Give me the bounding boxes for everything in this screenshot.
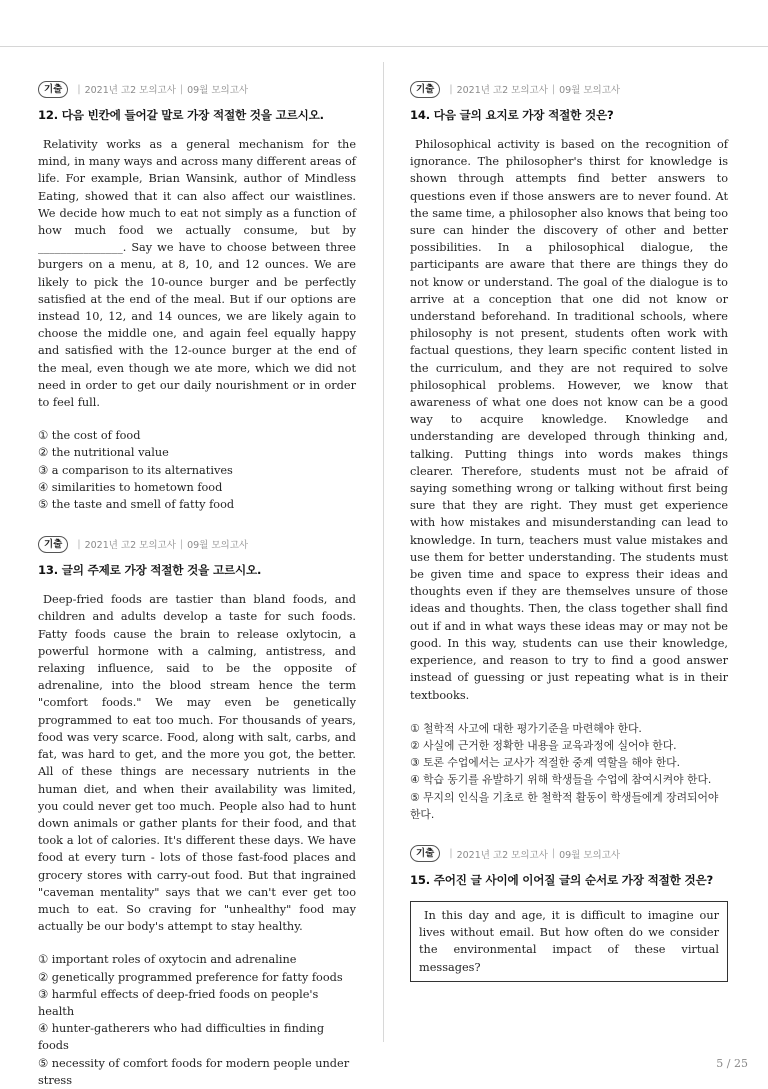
question-passage: Deep-fried foods are tastier than bland foods, and children and adults develop a taste for such foods. Fatty foods cause the brain to release oxlytocin, a powerful hormone with a calming, antistress, and relaxing influence, said to be the opposite of adrenaline, into the blood stream hence the term "comfort foods." We may even be genetically programmed to eat too much. For thousands of years, food was very scarce. Food, along with salt, carbs, and fat, was hard to get, and the more you got, the better. All of these things are necessary nutrients in the human diet, and when their availability was limited, you could never get too much. People also had to hunt down animals or gather plants for their food, and that took a lot of calories. It's different these days. We have food at every turn - lots of those fast-food places and grocery stores with carry-out food. But that ingrained "caveman mentality" says that we can't ever get too much to eat. So craving for "unhealthy" food may actually be our body's attempt to stay healthy. xyxy=(38,593,356,934)
question-source: 기출 | 2021년 고2 모의고사 | 09월 모의고사 xyxy=(410,845,728,863)
choice-2[interactable]: ② genetically programmed preference for fatty foods xyxy=(38,970,343,984)
choice-3[interactable]: ③ 토론 수업에서는 교사가 적절한 중계 역할을 해야 한다. xyxy=(410,756,681,770)
answer-choices xyxy=(38,427,356,513)
header-rule xyxy=(0,46,768,47)
choice-5[interactable]: ⑤ 무지의 인식을 기초로 한 철학적 활동이 학생들에게 장려되어야 한다. xyxy=(410,790,719,821)
question-13 xyxy=(38,535,356,1089)
question-source: 기출 | 2021년 고2 모의고사 | 09월 모의고사 xyxy=(38,535,356,553)
question-title: 14. 다음 글의 요지로 가장 적절한 것은? xyxy=(410,108,614,122)
question-passage: In this day and age, it is difficult to imagine our lives without email. But how often do we consider the environmental impact of these virtual messages? xyxy=(419,908,719,974)
question-15 xyxy=(410,845,728,982)
choice-2[interactable]: ② the nutritional value xyxy=(38,446,169,460)
right-column xyxy=(410,80,728,982)
given-passage-box xyxy=(410,901,728,982)
question-source: 기출 | 2021년 고2 모의고사 | 09월 모의고사 xyxy=(410,80,728,98)
source-month: 09월 모의고사 xyxy=(559,849,621,861)
question-passage: Relativity works as a general mechanism for the mind, in many ways and across many different areas of life. For example, Brian Wansink, author of Mindless Eating, showed that it can also affect our waistlines. We decide how much to eat not simply as a function of how much food we actually consume, but by _______________. Say we have to choose between three burgers on a menu, at 8, 10, and 12 ounces. We are likely to pick the 10-ounce burger and be perfectly satisfied at the end of the meal. But if our options are instead 10, 12, and 14 ounces, we are likely again to choose the middle one, and again feel equally happy and satisfied with the 12-ounce burger at the end of the meal, even though we ate more, which we did not need in order to get our daily nourishment or in order to feel full. xyxy=(38,138,356,410)
source-month: 09월 모의고사 xyxy=(187,540,249,552)
choice-3[interactable]: ③ a comparison to its alternatives xyxy=(38,463,233,477)
question-title: 15. 주어진 글 사이에 이어질 글의 순서로 가장 적절한 것은? xyxy=(410,872,713,887)
answer-choices xyxy=(410,720,728,823)
choice-5[interactable]: ⑤ the taste and smell of fatty food xyxy=(38,498,235,512)
source-year: 2021년 고2 모의고사 xyxy=(456,85,548,96)
source-month: 09월 모의고사 xyxy=(559,85,621,96)
choice-2[interactable]: ② 사실에 근거한 정확한 내용을 교육과정에 실어야 한다. xyxy=(410,738,677,752)
question-title: 12. 다음 빈칸에 들어갈 말로 가장 적절한 것을 고르시오. xyxy=(38,108,324,122)
source-year: 2021년 고2 모의고사 xyxy=(84,85,176,96)
choice-1[interactable]: ① the cost of food xyxy=(38,429,141,443)
source-year: 2021년 고2 모의고사 xyxy=(456,849,548,861)
source-badge: 기출 xyxy=(410,845,440,862)
column-divider xyxy=(383,62,384,1042)
question-source: 기출 | 2021년 고2 모의고사 | 09월 모의고사 xyxy=(38,80,356,98)
choice-4[interactable]: ④ hunter-gatherers who had difficulties in finding foods xyxy=(38,1022,325,1053)
choice-1[interactable]: ① 철학적 사고에 대한 평가기준을 마련해야 한다. xyxy=(410,721,642,735)
choice-4[interactable]: ④ similarities to hometown food xyxy=(38,480,223,494)
source-year: 2021년 고2 모의고사 xyxy=(84,540,176,552)
choice-1[interactable]: ① important roles of oxytocin and adrenaline xyxy=(38,953,297,967)
source-badge: 기출 xyxy=(38,81,68,98)
answer-choices xyxy=(38,951,356,1089)
source-badge: 기출 xyxy=(38,536,68,553)
source-badge: 기출 xyxy=(410,81,440,98)
page-number: 5 / 25 xyxy=(716,1057,748,1070)
left-column xyxy=(38,80,356,1089)
source-month: 09월 모의고사 xyxy=(187,85,249,96)
question-passage: Philosophical activity is based on the recognition of ignorance. The philosopher's thirst for knowledge is shown through attempts find better answers to questions even if those answers are to never found. At the same time, a philosopher also knows that being too sure can hinder the discovery of other and better possibilities. In a philosophical dialogue, the participants are aware that there are things they do not know or understand. The goal of the dialogue is to arrive at a conception that one did not know or understand beforehand. In traditional schools, where philosophy is not present, students often work with factual questions, they learn specific content listed in the curriculum, and they are not required to solve philosophical problems. However, we know that awareness of what one does not know can be a good way to acquire knowledge. Knowledge and understanding are developed through thinking and, talking. Putting things into words makes things clearer. Therefore, students must not be afraid of saying something wrong or talking without first being sure that they are right. They must get experience with how mistakes and misunderstanding can lead to knowledge. In turn, teachers must value mistakes and use them for better understanding. The students must be given time and space to express their ideas and thoughts even if they are themselves unsure of those ideas and thoughts. Then, the class together shall find out if and in what ways these ideas may or may not be good. In this way, students can use their knowledge, experience, and reason to try to find a good answer instead of guessing or just repeating what is in their textbooks. xyxy=(410,138,728,702)
choice-3[interactable]: ③ harmful effects of deep-fried foods on people's health xyxy=(38,987,319,1018)
question-12 xyxy=(38,80,356,513)
question-title: 13. 글의 주제로 가장 적절한 것을 고르시오. xyxy=(38,563,262,578)
choice-5[interactable]: ⑤ necessity of comfort foods for modern people under stress xyxy=(38,1056,350,1087)
question-14 xyxy=(410,80,728,823)
choice-4[interactable]: ④ 학습 동기를 유발하기 위해 학생들을 수업에 참여시켜야 한다. xyxy=(410,773,712,787)
